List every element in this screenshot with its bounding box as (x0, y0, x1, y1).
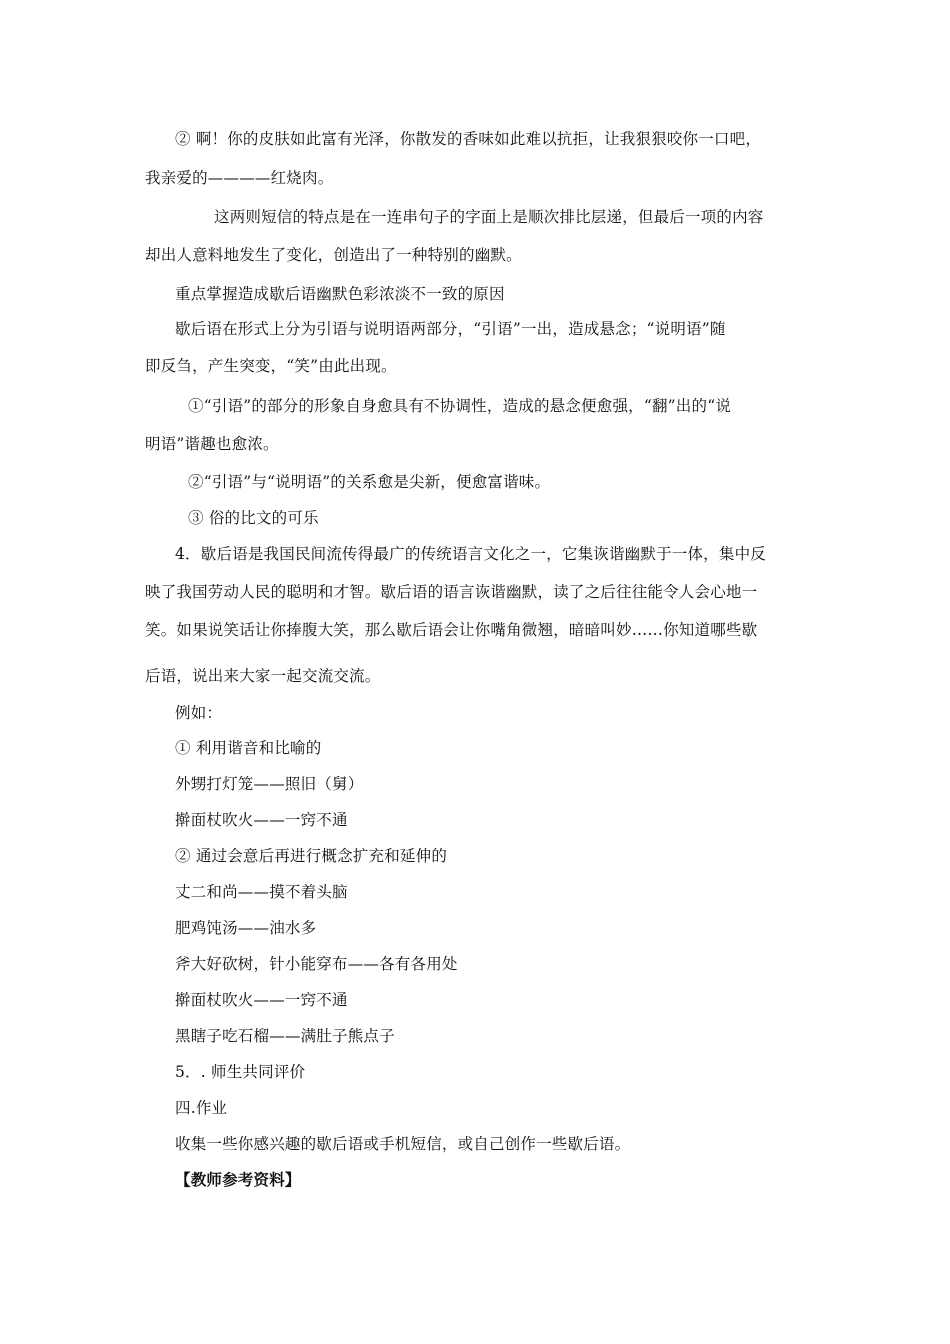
text-line: 映了我国劳动人民的聪明和才智。歇后语的语言诙谐幽默，读了之后往往能令人会心地一 (145, 583, 758, 601)
text-line: 斧大好砍树，针小能穿布——各有各用处 (175, 955, 458, 973)
section-heading: 【教师参考资料】 (175, 1170, 301, 1189)
text-line: 例如： (175, 704, 223, 722)
text-line: 明语”谐趣也愈浓。 (145, 435, 279, 453)
text-line: 歇后语在形式上分为引语与说明语两部分，“引语”一出，造成悬念；“说明语”随 (175, 320, 726, 338)
text-line: ① 利用谐音和比喻的 (175, 739, 322, 757)
text-line: 4．歇后语是我国民间流传得最广的传统语言文化之一，它集诙谐幽默于一体，集中反 (175, 545, 766, 563)
text-line: 这两则短信的特点是在一连串句子的字面上是顺次排比层递，但最后一项的内容 (214, 208, 764, 226)
text-line: 重点掌握造成歇后语幽默色彩浓淡不一致的原因 (175, 285, 505, 303)
text-line: ② 通过会意后再进行概念扩充和延伸的 (175, 847, 448, 865)
text-line: 黑瞎子吃石榴——满肚子熊点子 (175, 1027, 395, 1045)
text-line: 我亲爱的————红烧肉。 (145, 169, 334, 187)
text-line: 肥鸡饨汤——油水多 (175, 919, 317, 937)
text-line: 后语，说出来大家一起交流交流。 (145, 667, 381, 685)
text-line: ②“引语”与“说明语”的关系愈是尖新，便愈富谐味。 (188, 473, 551, 491)
text-line: ①“引语”的部分的形象自身愈具有不协调性，造成的悬念便愈强，“翻”出的“说 (188, 397, 732, 415)
text-line: 收集一些你感兴趣的歇后语或手机短信，或自己创作一些歇后语。 (175, 1135, 631, 1153)
text-line: 四.作业 (175, 1099, 228, 1117)
text-line: 却出人意料地发生了变化，创造出了一种特别的幽默。 (145, 246, 522, 264)
text-line: 丈二和尚——摸不着头脑 (175, 883, 348, 901)
text-line: 即反刍，产生突变，“笑”由此出现。 (145, 357, 397, 375)
text-line: 外甥打灯笼——照旧（舅） (175, 775, 364, 793)
text-line: 擀面杖吹火——一窍不通 (175, 991, 348, 1009)
text-line: ③ 俗的比文的可乐 (188, 509, 319, 527)
text-line: ② 啊！你的皮肤如此富有光泽，你散发的香味如此难以抗拒，让我狠狠咬你一口吧， (175, 130, 762, 148)
text-line: 笑。如果说笑话让你捧腹大笑，那么歇后语会让你嘴角微翘，暗暗叫妙……你知道哪些歇 (145, 621, 758, 639)
text-line: 5．. 师生共同评价 (175, 1063, 306, 1081)
text-line: 擀面杖吹火——一窍不通 (175, 811, 348, 829)
